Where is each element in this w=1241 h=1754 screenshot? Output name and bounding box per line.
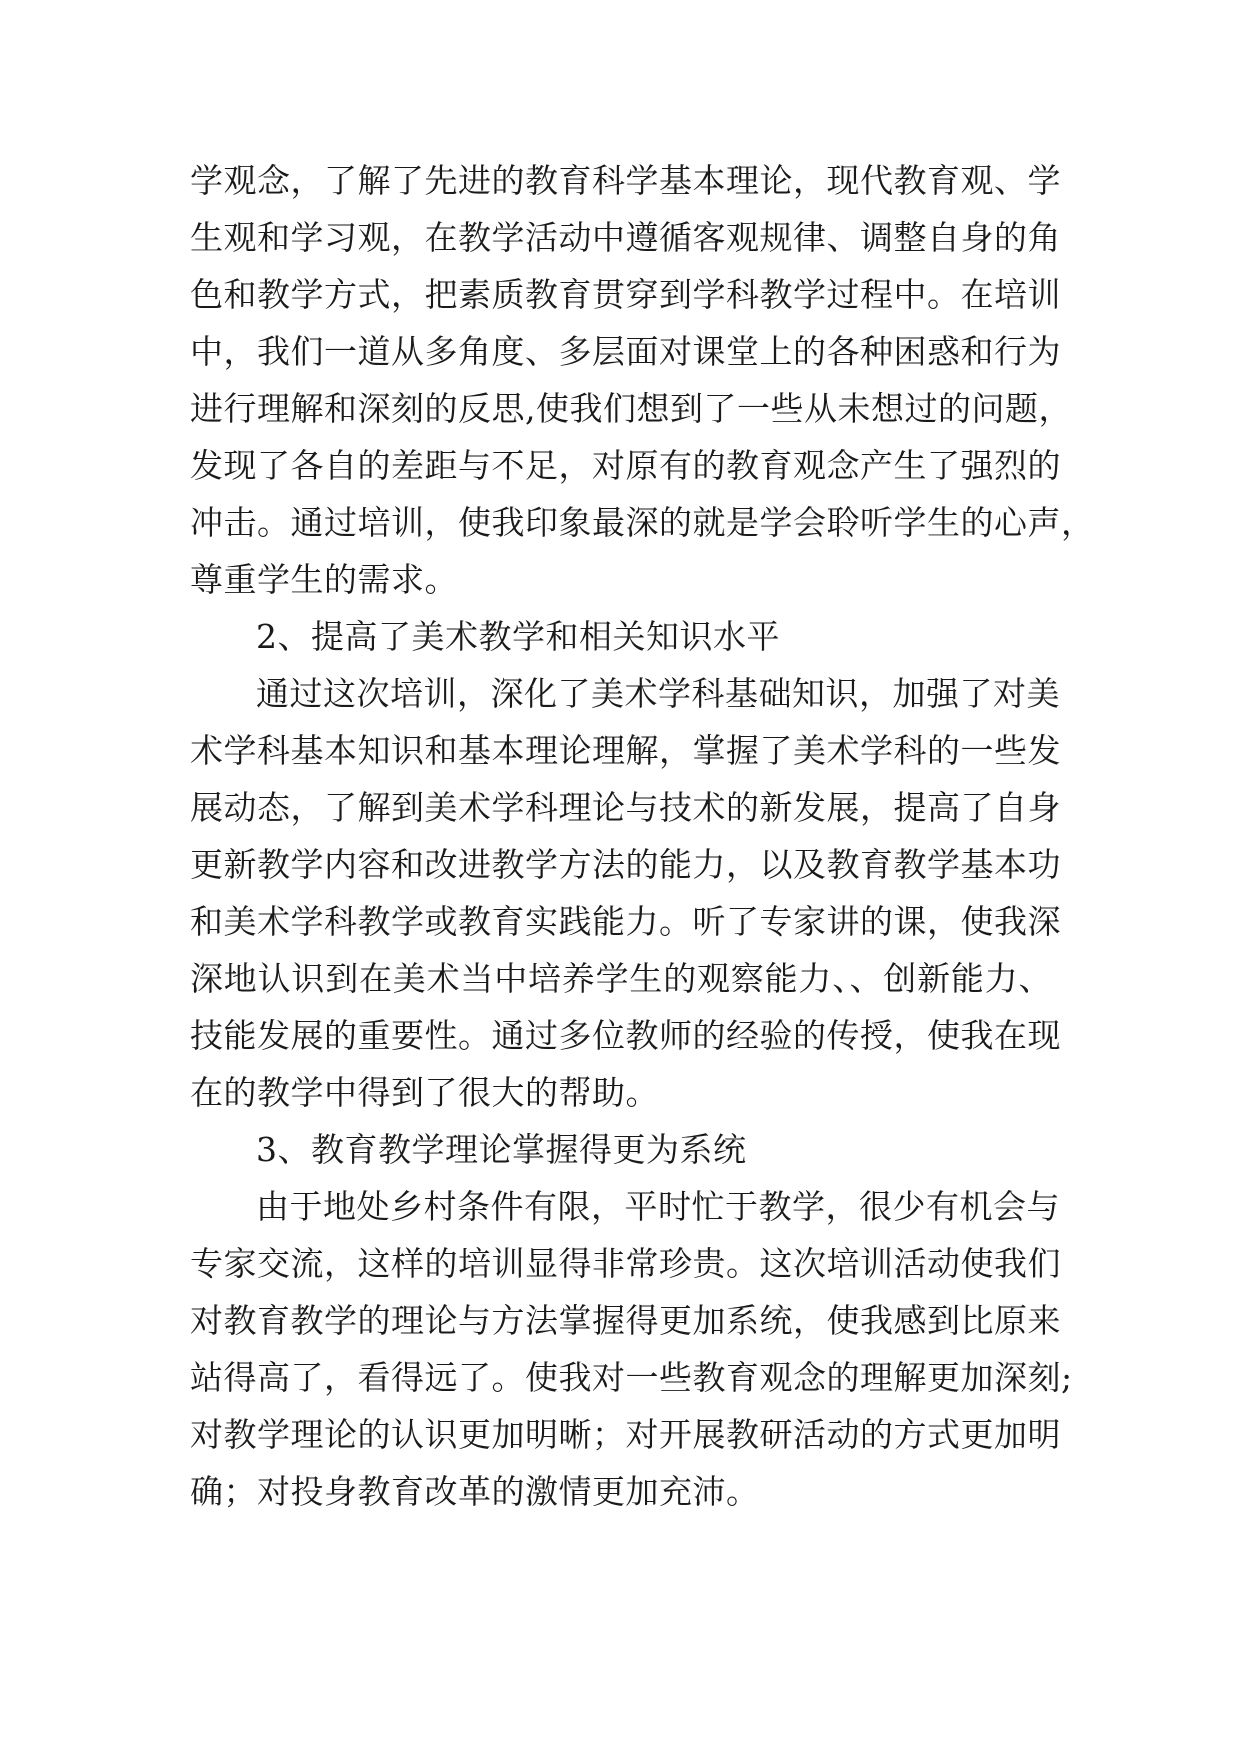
text-line: 生观和学习观，在教学活动中遵循客观规律、调整自身的角 xyxy=(190,218,1061,257)
text-line: 发现了各自的差距与不足，对原有的教育观念产生了强烈的 xyxy=(190,446,1061,485)
text-line: 对教育教学的理论与方法掌握得更加系统，使我感到比原来 xyxy=(190,1301,1061,1340)
text-line: 对教学理论的认识更加明晰；对开展教研活动的方式更加明 xyxy=(190,1415,1061,1454)
text-line: 学观念，了解了先进的教育科学基本理论，现代教育观、学 xyxy=(190,161,1061,200)
text-line: 色和教学方式，把素质教育贯穿到学科教学过程中。在培训 xyxy=(190,275,1061,314)
text-line: 通过这次培训，深化了美术学科基础知识，加强了对美 xyxy=(256,674,1060,713)
text-line: 和美术学科教学或教育实践能力。听了专家讲的课，使我深 xyxy=(190,902,1061,941)
text-line: 展动态，了解到美术学科理论与技术的新发展，提高了自身 xyxy=(190,788,1061,827)
text-line: 在的教学中得到了很大的帮助。 xyxy=(190,1073,659,1112)
text-line: 中，我们一道从多角度、多层面对课堂上的各种困惑和行为 xyxy=(190,332,1061,371)
text-line: 冲击。通过培训，使我印象最深的就是学会聆听学生的心声， xyxy=(190,503,1095,542)
text-line: 站得高了，看得远了。使我对一些教育观念的理解更加深刻; xyxy=(190,1358,1073,1397)
text-line: 深地认识到在美术当中培养学生的观察能力、、创新能力、 xyxy=(190,959,1052,998)
text-line: 术学科基本知识和基本理论理解，掌握了美术学科的一些发 xyxy=(190,731,1061,770)
text-line: 2、提高了美术教学和相关知识水平 xyxy=(256,617,780,656)
text-line: 3、教育教学理论掌握得更为系统 xyxy=(256,1130,747,1169)
text-line: 确；对投身教育改革的激情更加充沛。 xyxy=(190,1472,760,1511)
document-body xyxy=(190,152,1095,1520)
text-line: 尊重学生的需求。 xyxy=(190,560,458,599)
text-line: 进行理解和深刻的反思,使我们想到了一些从未想过的问题， xyxy=(190,389,1072,428)
text-line: 技能发展的重要性。通过多位教师的经验的传授，使我在现 xyxy=(190,1016,1061,1055)
text-line: 更新教学内容和改进教学方法的能力，以及教育教学基本功 xyxy=(190,845,1061,884)
text-line: 由于地处乡村条件有限，平时忙于教学，很少有机会与 xyxy=(256,1187,1060,1226)
text-line: 专家交流，这样的培训显得非常珍贵。这次培训活动使我们 xyxy=(190,1244,1061,1283)
